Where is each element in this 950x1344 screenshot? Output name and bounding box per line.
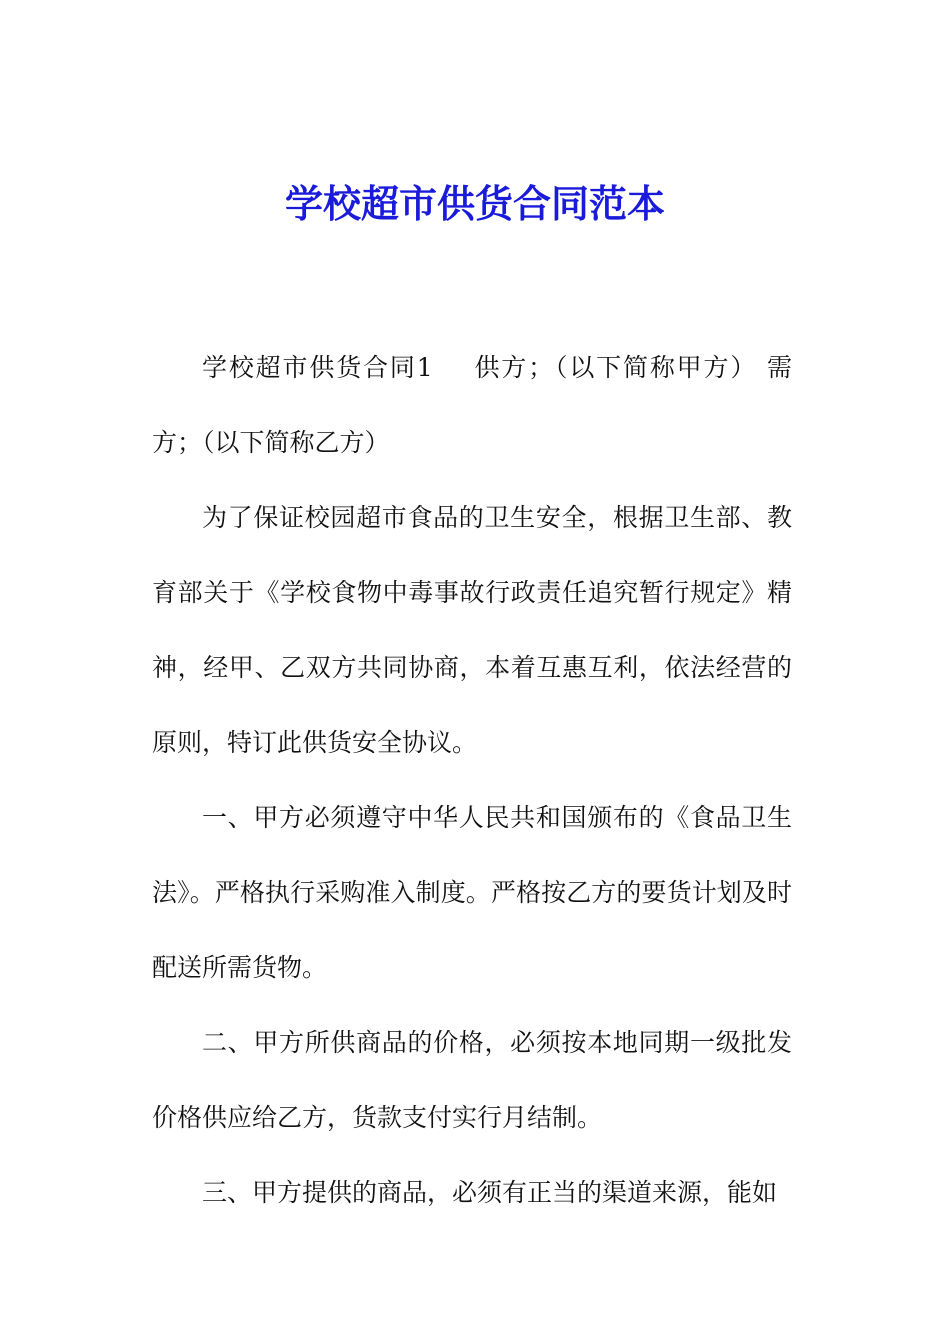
paragraph-purpose: 为了保证校园超市食品的卫生安全，根据卫生部、教育部关于《学校食物中毒事故行政责任追究暂行规定》精神，经甲、乙双方共同协商，本着互惠互利，依法经营的原则，特订此供货安全协议。 — [152, 503, 792, 757]
paragraph-clause-3: 三、甲方提供的商品，必须有正当的渠道来源，能如 — [202, 1178, 778, 1207]
document-body — [152, 330, 792, 1230]
paragraph-clause-2: 二、甲方所供商品的价格，必须按本地同期一级批发价格供应给乙方，货款支付实行月结制。 — [152, 1028, 792, 1132]
paragraph-clause-1: 一、甲方必须遵守中华人民共和国颁布的《食品卫生法》。严格执行采购准入制度。严格按乙方的要货计划及时配送所需货物。 — [152, 803, 792, 982]
contract-number-text: 学校超市供货合同1 — [202, 353, 433, 382]
paragraph-heading — [152, 330, 792, 480]
document-title: 学校超市供货合同范本 — [284, 181, 665, 226]
parties-text: 供方；（以下简称甲方） 需方；（以下简称乙方） — [152, 353, 792, 457]
